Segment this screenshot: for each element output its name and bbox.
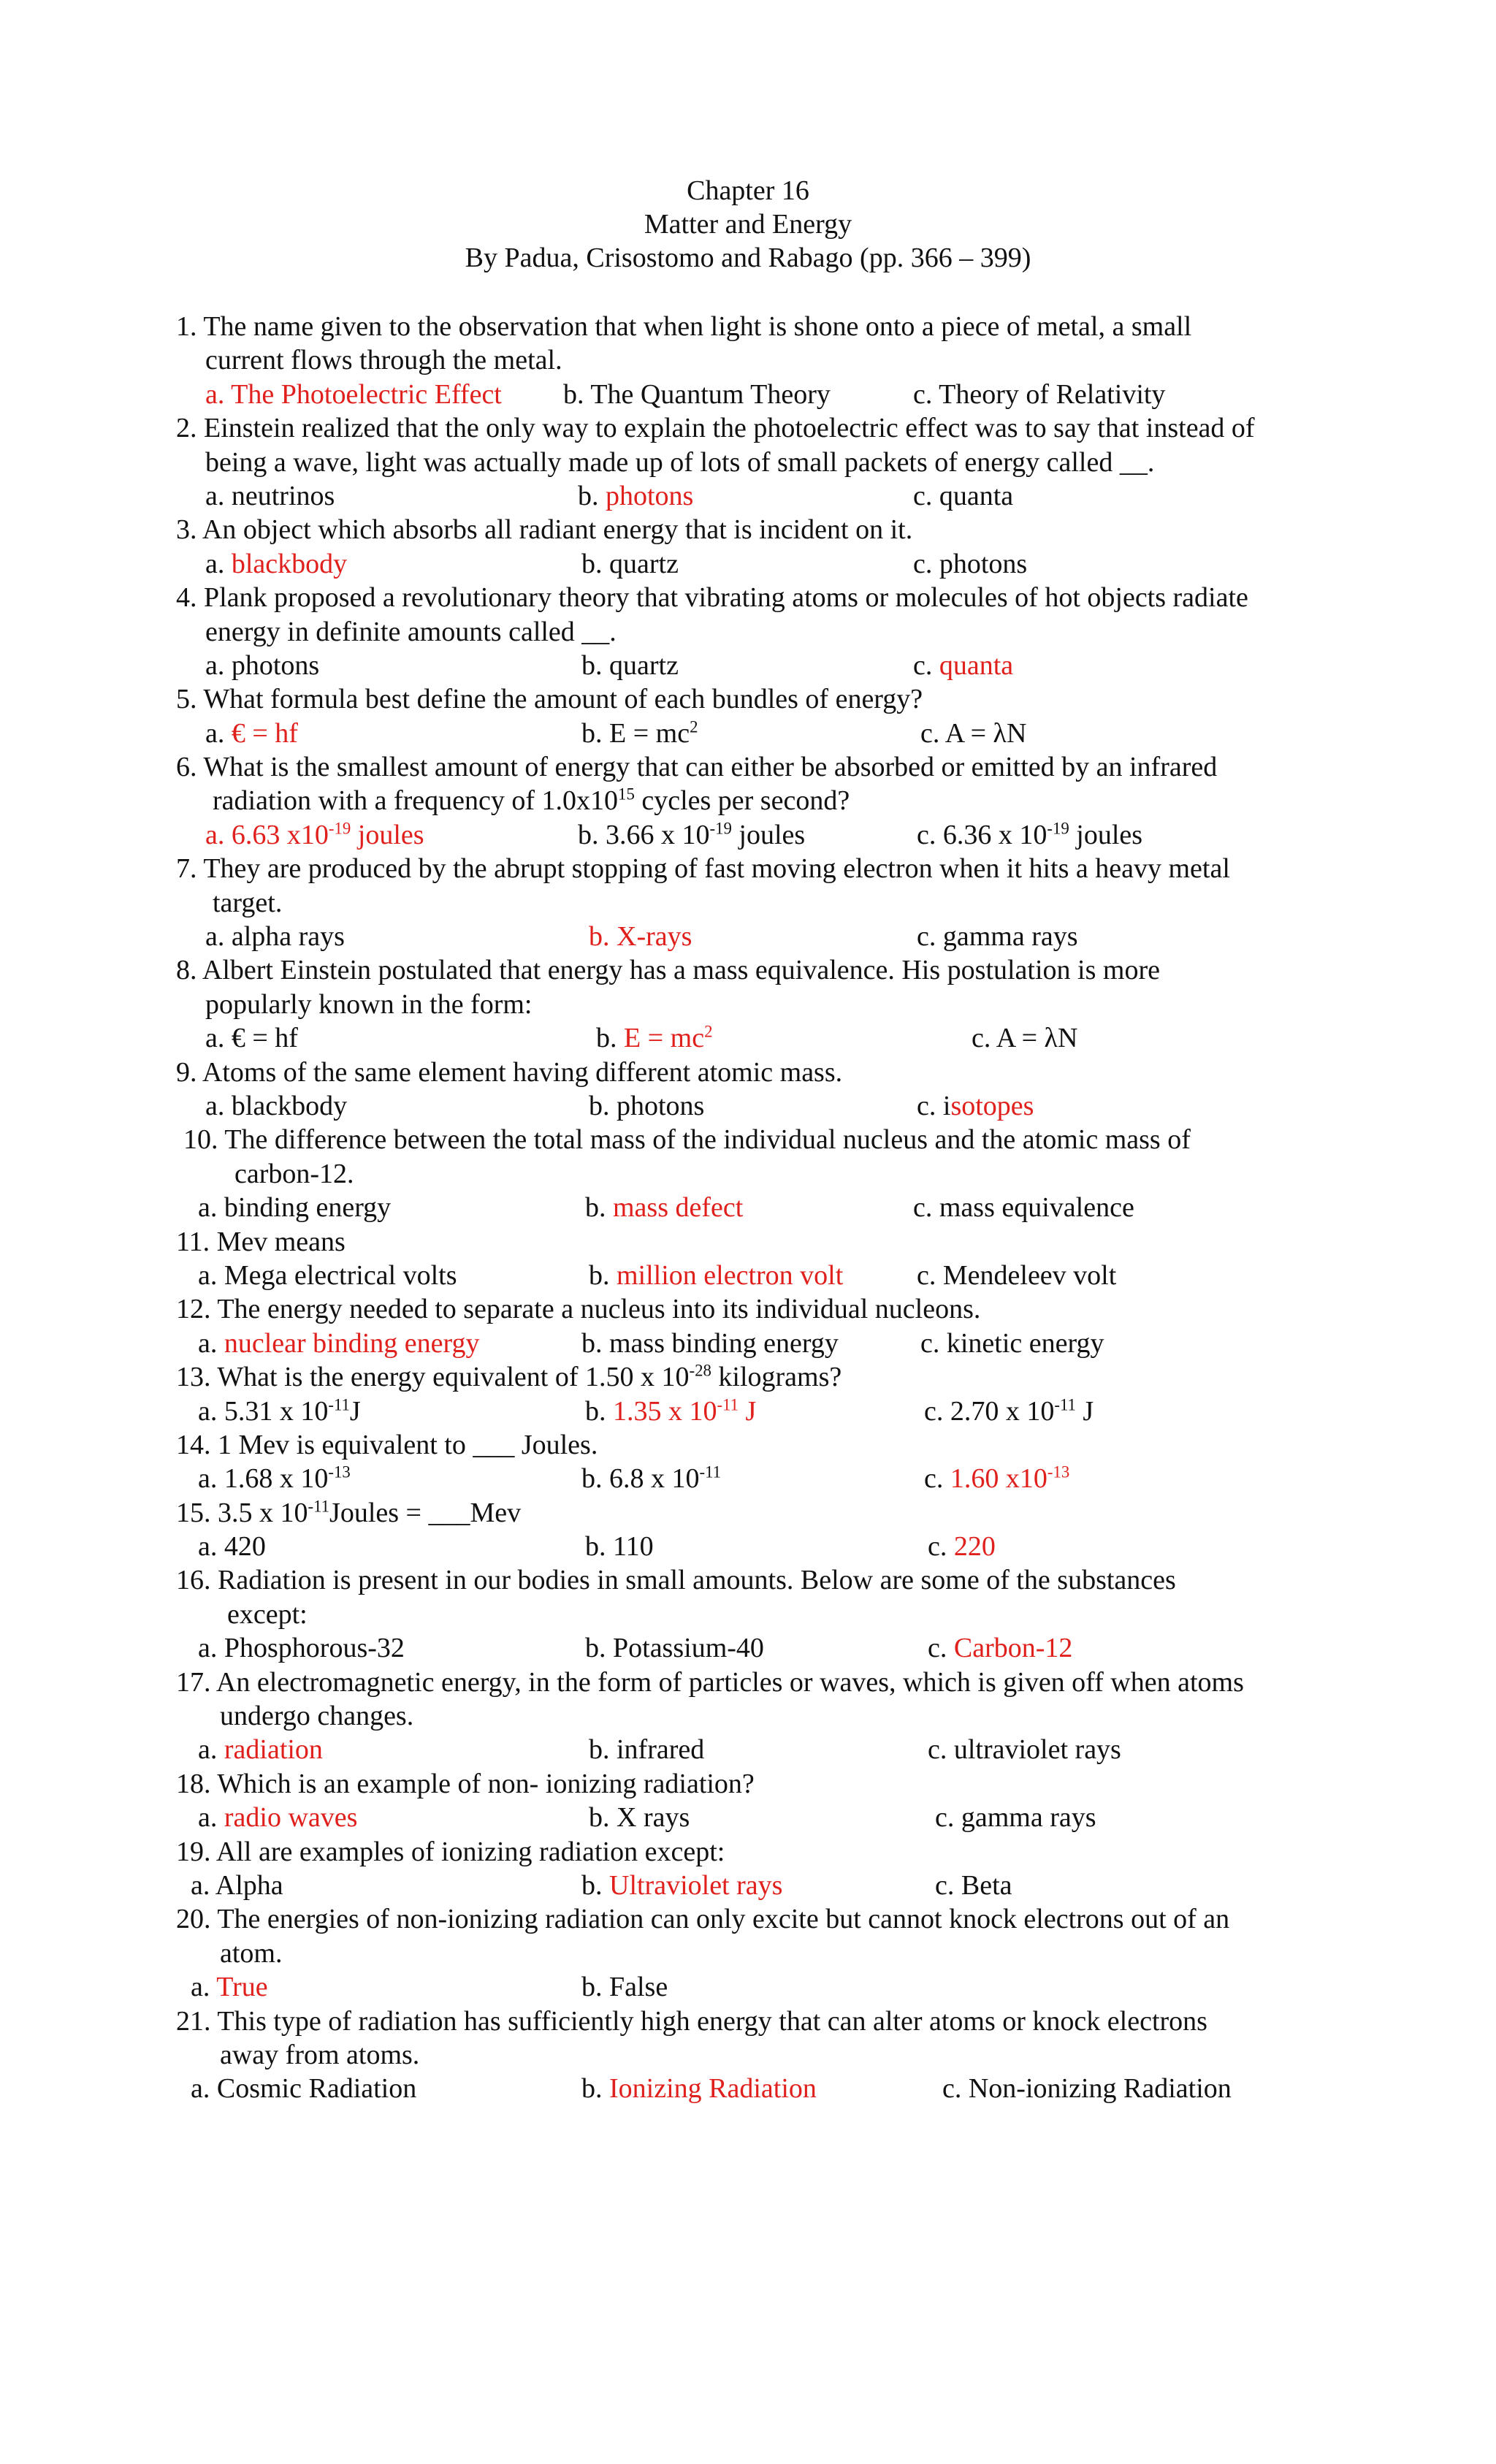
- question-1-text-cont: current flows through the metal.: [205, 345, 562, 376]
- question-10-text-cont: carbon-12.: [234, 1158, 354, 1189]
- question-18-options: [0, 1801, 1496, 1834]
- option-a: a. Mega electrical volts: [198, 1259, 457, 1291]
- option-c: c. kinetic energy: [920, 1327, 1104, 1359]
- question-21-text-cont: away from atoms.: [220, 2039, 420, 2070]
- question-12-text: 12. The energy needed to separate a nucleus into its individual nucleons.: [176, 1294, 981, 1325]
- option-b: b. The Quantum Theory: [563, 378, 831, 410]
- question-3-text: 3. An object which absorbs all radiant energy that is incident on it.: [176, 514, 913, 546]
- option-b: b. photons: [578, 480, 694, 511]
- question-8-options: [0, 1021, 1496, 1055]
- option-a: a. The Photoelectric Effect: [205, 378, 502, 410]
- option-b: b. mass binding energy: [581, 1327, 839, 1359]
- question-21-options: [0, 2072, 1496, 2105]
- question-21-text: 21. This type of radiation has sufficiently high energy that can alter atoms or knock electrons: [176, 2005, 1207, 2037]
- option-c: c. mass equivalence: [913, 1192, 1134, 1224]
- answer-highlight: photons: [606, 480, 694, 511]
- option-a: a. € = hf: [205, 717, 298, 749]
- option-b: b. $E = mc^2$: [596, 1022, 713, 1054]
- byline: By Padua, Crisostomo and Rabago (pp. 366 – 399): [465, 243, 1031, 273]
- answer-highlight: blackbody: [231, 548, 348, 579]
- option-b: b. infrared: [589, 1734, 705, 1766]
- option-b: b. X rays: [589, 1802, 690, 1834]
- option-c: c. Beta: [935, 1869, 1012, 1901]
- option-a: a. radio waves: [198, 1802, 358, 1834]
- option-b: b. quartz: [581, 548, 679, 579]
- answer-highlight: radiation: [224, 1734, 323, 1766]
- option-b: b. 1.35 x $10^{-11}$ J: [585, 1395, 757, 1427]
- question-11-text: 11. Mev means: [176, 1226, 346, 1257]
- question-16-text: 16. Radiation is present in our bodies in small amounts. Below are some of the substances: [176, 1565, 1176, 1596]
- option-c: c. 2.70 x $10^{-11}$ J: [924, 1395, 1094, 1427]
- question-17-text-cont: undergo changes.: [220, 1701, 414, 1732]
- option-b: b. Potassium-40: [585, 1633, 764, 1664]
- question-1-text: 1. The name given to the observation that when light is shone onto a piece of metal, a small: [176, 311, 1192, 342]
- answer-highlight: sotopes: [950, 1090, 1034, 1121]
- question-13-text: 13. What is the energy equivalent of 1.50 x $10^{-28}$ kilograms?: [176, 1361, 842, 1393]
- question-9-text: 9. Atoms of the same element having different atomic mass.: [176, 1056, 843, 1088]
- option-a: a. Phosphorous-32: [198, 1633, 405, 1664]
- answer-highlight: mass defect: [613, 1192, 744, 1224]
- option-c: c. 1.60 $x10^{-13}$: [924, 1462, 1070, 1495]
- answer-highlight: $E = mc^2$: [624, 1022, 713, 1054]
- answer-highlight: € = hf: [231, 717, 298, 749]
- answer-highlight: quanta: [939, 649, 1014, 681]
- option-c: c. A = λN: [972, 1023, 1078, 1054]
- option-b: b. 110: [585, 1531, 654, 1563]
- chapter-label: Chapter 16: [687, 175, 809, 206]
- question-7-options: [0, 920, 1496, 953]
- question-16-text-cont: except:: [227, 1598, 308, 1630]
- option-c: c. gamma rays: [935, 1802, 1096, 1834]
- option-b: b. Ultraviolet rays: [581, 1869, 783, 1901]
- answer-highlight: 1.35 x $10^{-11}$ J: [613, 1395, 757, 1427]
- question-8-text-cont: popularly known in the form:: [205, 988, 533, 1020]
- answer-highlight: Ionizing Radiation: [609, 2073, 817, 2105]
- question-4-text: 4. Plank proposed a revolutionary theory that vibrating atoms or molecules of hot objects radiate: [176, 582, 1248, 614]
- question-16-options: [0, 1631, 1496, 1665]
- question-10-text: 10. The difference between the total mass of the individual nucleus and the atomic mass of: [183, 1124, 1191, 1156]
- question-6-options: [0, 818, 1496, 852]
- answer-highlight: million electron volt: [617, 1259, 844, 1291]
- option-a: a. nuclear binding energy: [198, 1327, 480, 1359]
- option-b: b. 3.66 x $10^{-19}$ joules: [578, 819, 806, 850]
- option-c: c. 220: [928, 1531, 996, 1563]
- question-9-options: [0, 1089, 1496, 1123]
- option-a: a. binding energy: [198, 1192, 392, 1224]
- answer-highlight: Ultraviolet rays: [609, 1869, 783, 1901]
- question-5-text: 5. What formula best define the amount of each bundles of energy?: [176, 684, 923, 715]
- question-15-text: 15. 3.5 x $10^{-11}Joules$ = ___Mev: [176, 1497, 522, 1528]
- option-a: a. True: [191, 1972, 268, 2003]
- question-4-text-cont: energy in definite amounts called __.: [205, 616, 617, 647]
- option-a: a. Alpha: [191, 1869, 283, 1901]
- question-20-text-cont: atom.: [220, 1937, 283, 1969]
- option-b: b. million electron volt: [589, 1259, 844, 1291]
- option-c: c. ultraviolet rays: [928, 1734, 1121, 1766]
- question-4-options: [0, 649, 1496, 682]
- option-b: b. Ionizing Radiation: [581, 2073, 817, 2105]
- question-2-options: [0, 479, 1496, 513]
- question-11-options: [0, 1259, 1496, 1292]
- option-a: a. photons: [205, 649, 320, 681]
- option-b: b. False: [581, 1972, 668, 2003]
- option-a: a. blackbody: [205, 548, 348, 579]
- question-20-text: 20. The energies of non-ionizing radiation can only excite but cannot knock electrons out of an: [176, 1904, 1230, 1935]
- question-15-options: [0, 1530, 1496, 1563]
- question-18-text: 18. Which is an example of non- ionizing radiation?: [176, 1768, 755, 1799]
- question-8-text: 8. Albert Einstein postulated that energy has a mass equivalence. His postulation is more: [176, 955, 1160, 986]
- answer-highlight: radio waves: [224, 1802, 358, 1834]
- option-b: b. quartz: [581, 649, 679, 681]
- question-2-text-cont: being a wave, light was actually made up of lots of small packets of energy called __.: [205, 446, 1155, 478]
- option-c: c. Non-ionizing Radiation: [942, 2073, 1232, 2105]
- option-c: c. quanta: [913, 480, 1014, 511]
- question-14-options: [0, 1462, 1496, 1495]
- answer-highlight: Carbon-12: [953, 1633, 1073, 1664]
- question-13-options: [0, 1395, 1496, 1428]
- question-19-options: [0, 1869, 1496, 1902]
- option-c: c. quanta: [913, 649, 1014, 681]
- question-17-text: 17. An electromagnetic energy, in the form of particles or waves, which is given off when atoms: [176, 1666, 1244, 1698]
- question-10-options: [0, 1191, 1496, 1224]
- answer-highlight: nuclear binding energy: [224, 1327, 480, 1359]
- option-a: a. blackbody: [205, 1090, 348, 1121]
- answer-highlight: True: [216, 1972, 268, 2003]
- question-1-options: [0, 378, 1496, 411]
- question-5-options: [0, 717, 1496, 750]
- chapter-title: Matter and Energy: [644, 209, 852, 240]
- option-b: b. $E = mc^2$: [581, 717, 698, 749]
- option-a: a. 1.68 x $10^{-13}$: [198, 1462, 351, 1495]
- option-a: a. € = hf: [205, 1023, 298, 1054]
- option-a: a. alpha rays: [205, 921, 345, 953]
- option-c: c. A = λN: [920, 717, 1027, 749]
- option-c: c. 6.36 x $10^{-19}$ joules: [917, 819, 1143, 850]
- question-2-text: 2. Einstein realized that the only way to explain the photoelectric effect was to say that instead of: [176, 413, 1255, 444]
- option-a: a. neutrinos: [205, 480, 335, 511]
- question-7-text: 7. They are produced by the abrupt stopping of fast moving electron when it hits a heavy metal: [176, 853, 1230, 885]
- option-b: b. photons: [589, 1090, 705, 1121]
- option-b: b. 6.8 x $10^{-11}$: [581, 1462, 722, 1495]
- answer-highlight: 1.60 $x10^{-13}$: [950, 1462, 1070, 1495]
- document-header: [0, 174, 1496, 275]
- question-20-options: [0, 1970, 1496, 2004]
- question-3-options: [0, 547, 1496, 581]
- option-c: c. gamma rays: [917, 921, 1078, 953]
- question-6-text: 6. What is the smallest amount of energy that can either be absorbed or emitted by an infrared: [176, 752, 1218, 783]
- question-19-text: 19. All are examples of ionizing radiation except:: [176, 1836, 725, 1867]
- answer-highlight: 220: [953, 1531, 996, 1563]
- question-7-text-cont: target.: [213, 887, 283, 918]
- option-b: b. X-rays: [589, 921, 692, 953]
- option-c: c. isotopes: [917, 1090, 1034, 1121]
- option-a: a. radiation: [198, 1734, 323, 1766]
- option-a: a. 5.31 x $10^{-11}J$: [198, 1395, 361, 1427]
- option-c: c. Carbon-12: [928, 1633, 1073, 1664]
- option-c: c. Theory of Relativity: [913, 378, 1166, 410]
- option-a: a. 6.63 $x10^{-19}$ joules: [205, 819, 424, 850]
- question-17-options: [0, 1733, 1496, 1766]
- option-b: b. mass defect: [585, 1192, 744, 1224]
- option-c: c. Mendeleev volt: [917, 1259, 1117, 1291]
- option-c: c. photons: [913, 548, 1028, 579]
- question-12-options: [0, 1327, 1496, 1360]
- question-list: [0, 310, 1496, 2106]
- option-a: a. Cosmic Radiation: [191, 2073, 417, 2105]
- question-14-text: 14. 1 Mev is equivalent to ___ Joules.: [176, 1429, 598, 1460]
- question-6-text-cont: radiation with a frequency of $1.0x10^{15}$ cycles per second?: [213, 785, 850, 817]
- option-a: a. 420: [198, 1531, 266, 1563]
